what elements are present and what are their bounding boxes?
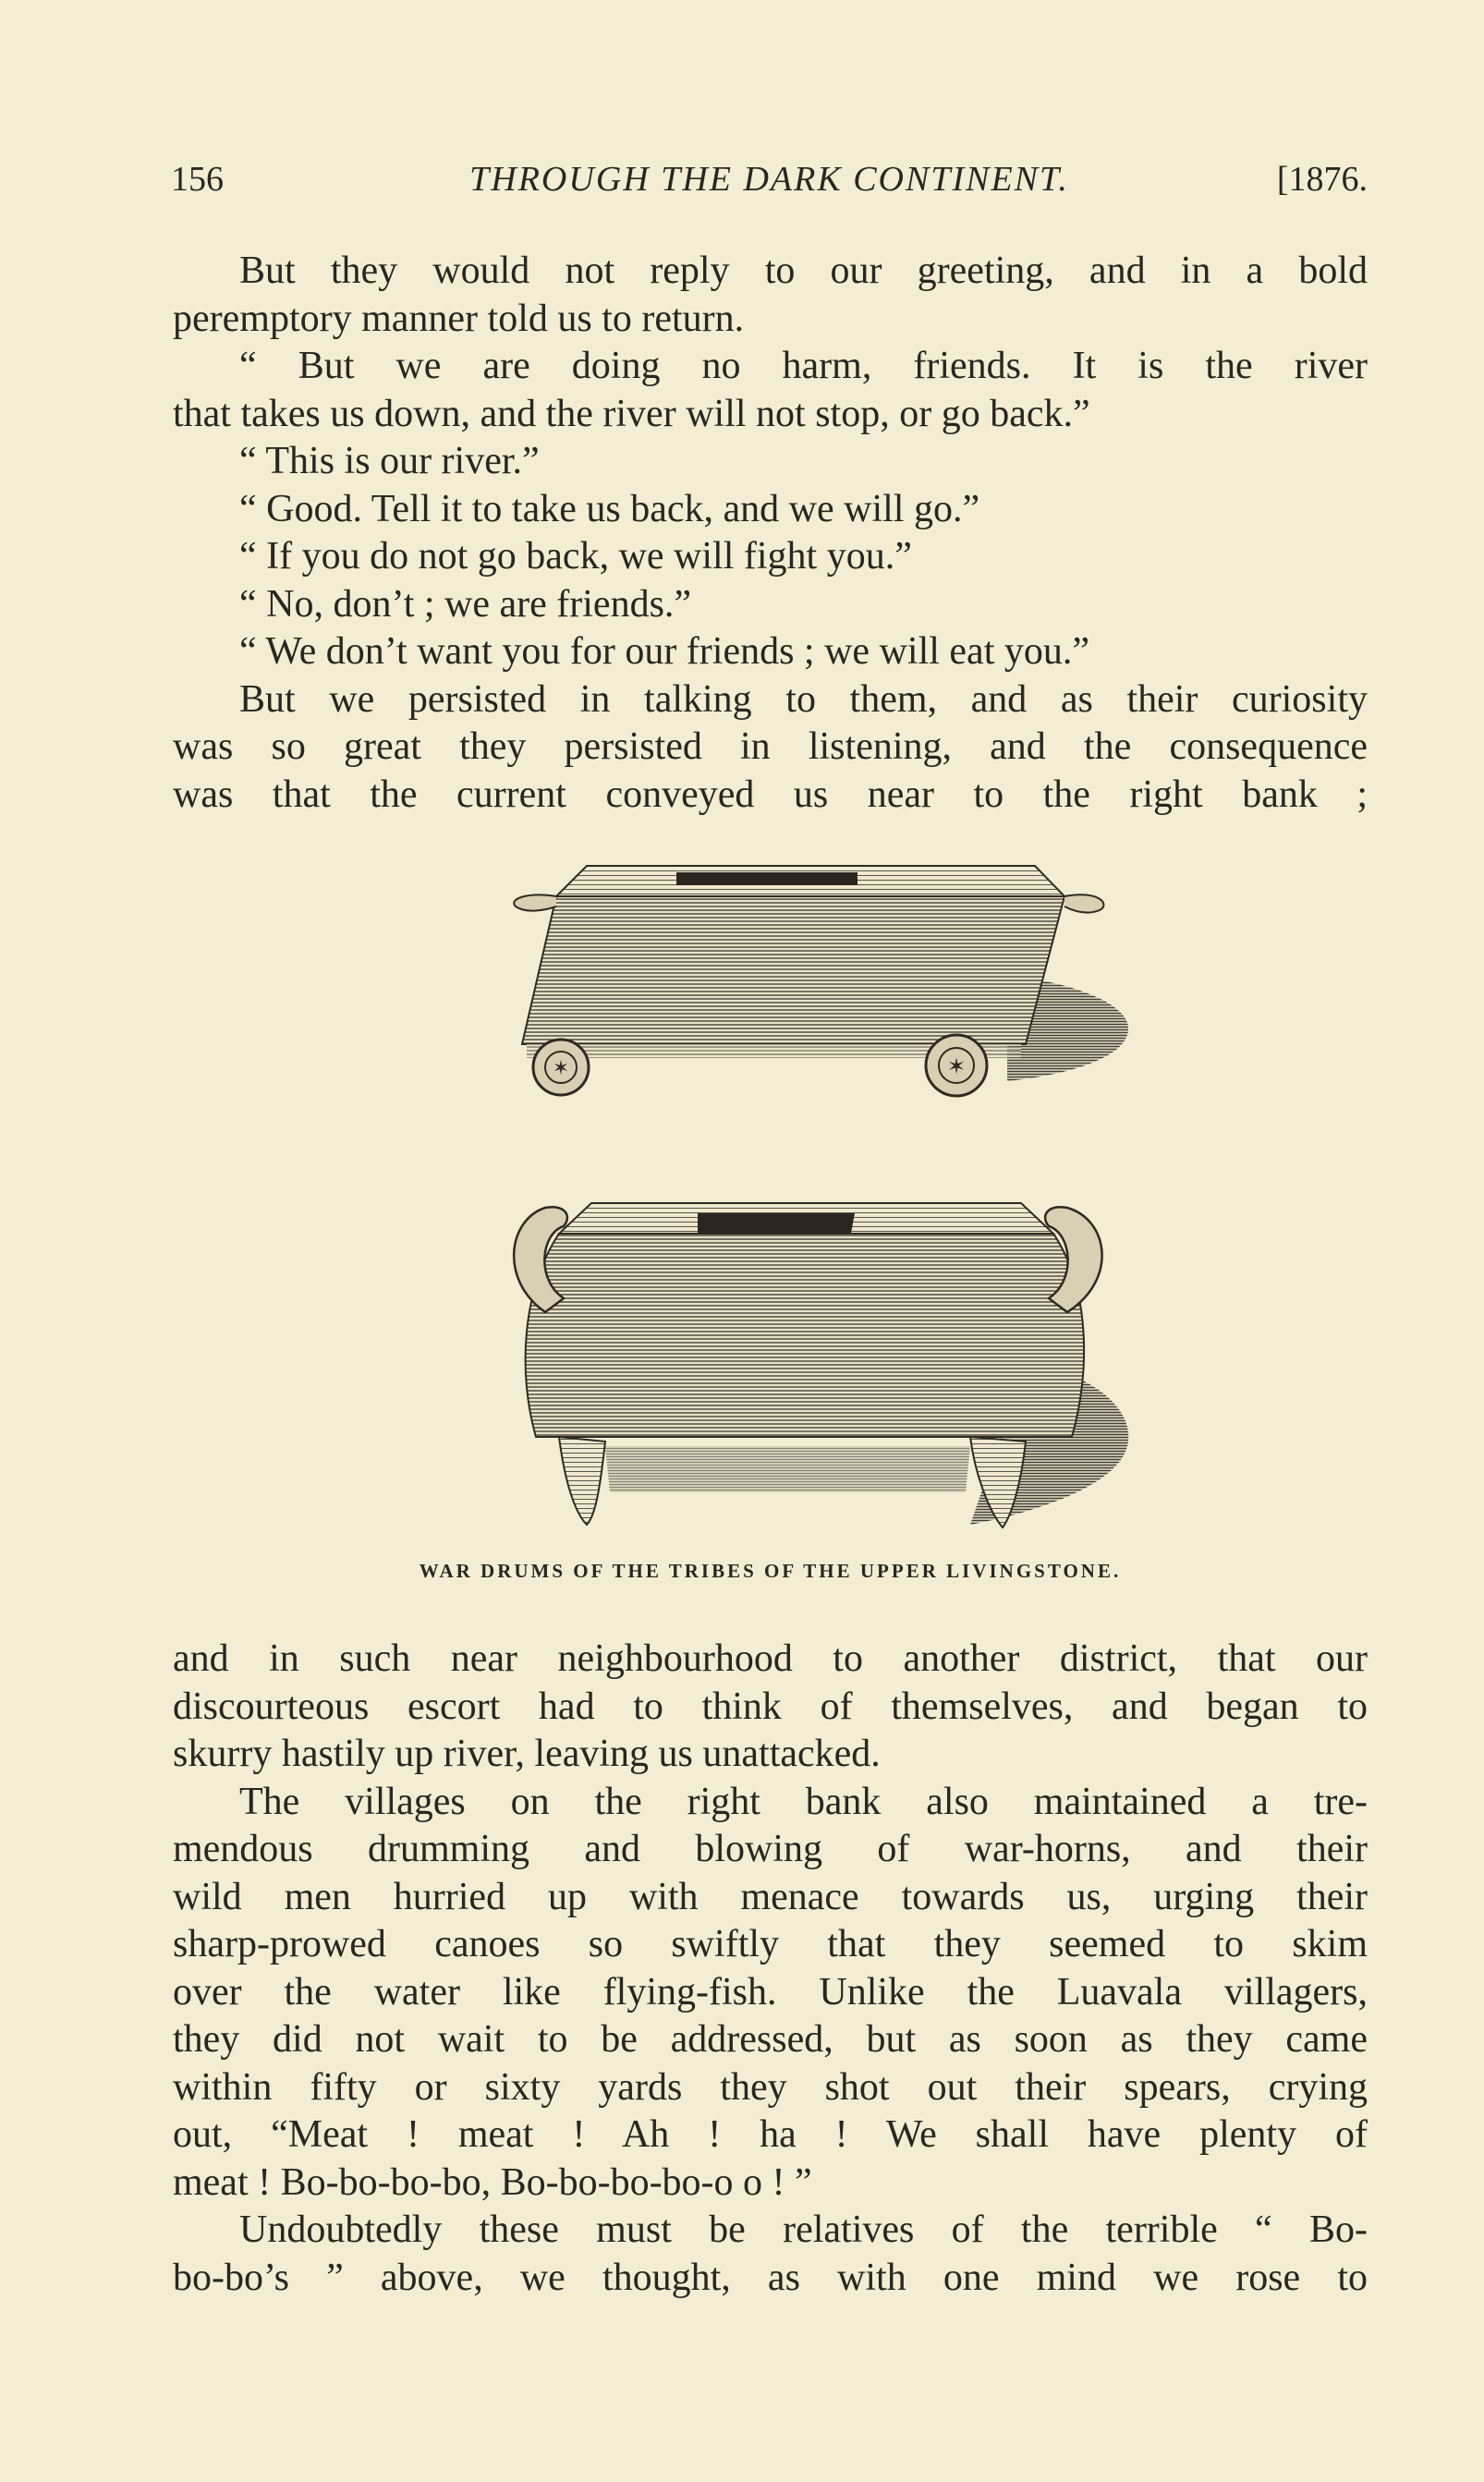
text-line: was that the current conveyed us near to the right bank ; [173,773,1368,816]
text-line: The villages on the right bank also maintained a tre- [239,1780,1368,1823]
text-line: peremptory manner told us to return. [173,297,745,340]
text-line: out, “Meat ! meat ! Ah ! ha ! We shall have plenty of [173,2113,1368,2156]
text-line: they did not wait to be addressed, but as soon as they came [173,2018,1368,2061]
text-line: meat ! Bo-bo-bo-bo, Bo-bo-bo-bo-o o ! ” [173,2160,812,2204]
text-line: “ We don’t want you for our friends ; we will eat you.” [239,630,1090,673]
text-line: was so great they persisted in listening, and the consequence [173,725,1368,768]
drum-top [514,866,1128,1096]
drum-bottom [514,1203,1128,1527]
text-line: discourteous escort had to think of themselves, and began to [173,1685,1368,1728]
svg-text:✶: ✶ [946,1055,967,1079]
text-line: “ Good. Tell it to take us back, and we will go.” [239,487,980,530]
text-line: over the water like flying-fish. Unlike the Luavala villagers, [173,1970,1368,2014]
text-block-top [173,248,1368,819]
text-line: and in such near neighbourhood to another district, that our [173,1637,1368,1680]
war-drums-illustration [490,846,1155,1548]
text-line: But we persisted in talking to them, and as their curiosity [239,677,1368,721]
text-line: “ This is our river.” [239,440,540,482]
text-line: “ No, don’t ; we are friends.” [239,582,692,626]
running-title: THROUGH THE DARK CONTINENT. [469,160,1069,199]
text-line: that takes us down, and the river will not stop, or go back.” [173,392,1090,435]
text-line: But they would not reply to our greeting, and in a bold [239,249,1368,292]
text-line: Undoubtedly these must be relatives of the terrible “ Bo- [239,2208,1368,2251]
figure-caption: WAR DRUMS OF THE TRIBES OF THE UPPER LIVINGSTONE. [419,1560,1122,1582]
text-line: mendous drumming and blowing of war-horns, and their [173,1828,1368,1870]
text-line: skurry hastily up river, leaving us unattacked. [173,1733,881,1775]
text-block-bottom [173,1636,1368,2302]
text-line: “ But we are doing no harm, friends. It is the river [239,345,1368,387]
text-line: within fifty or sixty yards they shot out their spears, crying [173,2065,1368,2109]
page-number: 156 [171,160,224,199]
running-header [171,159,1368,205]
header-year: [1876. [1276,160,1368,199]
text-line: sharp-prowed canoes so swiftly that they seemed to skim [173,1923,1368,1965]
text-line: “ If you do not go back, we will fight you.” [239,535,912,578]
text-line: bo-bo’s ” above, we thought, as with one mind we rose to [173,2256,1368,2299]
text-line: wild men hurried up with menace towards us, urging their [173,1875,1368,1918]
svg-text:✶: ✶ [552,1056,570,1079]
